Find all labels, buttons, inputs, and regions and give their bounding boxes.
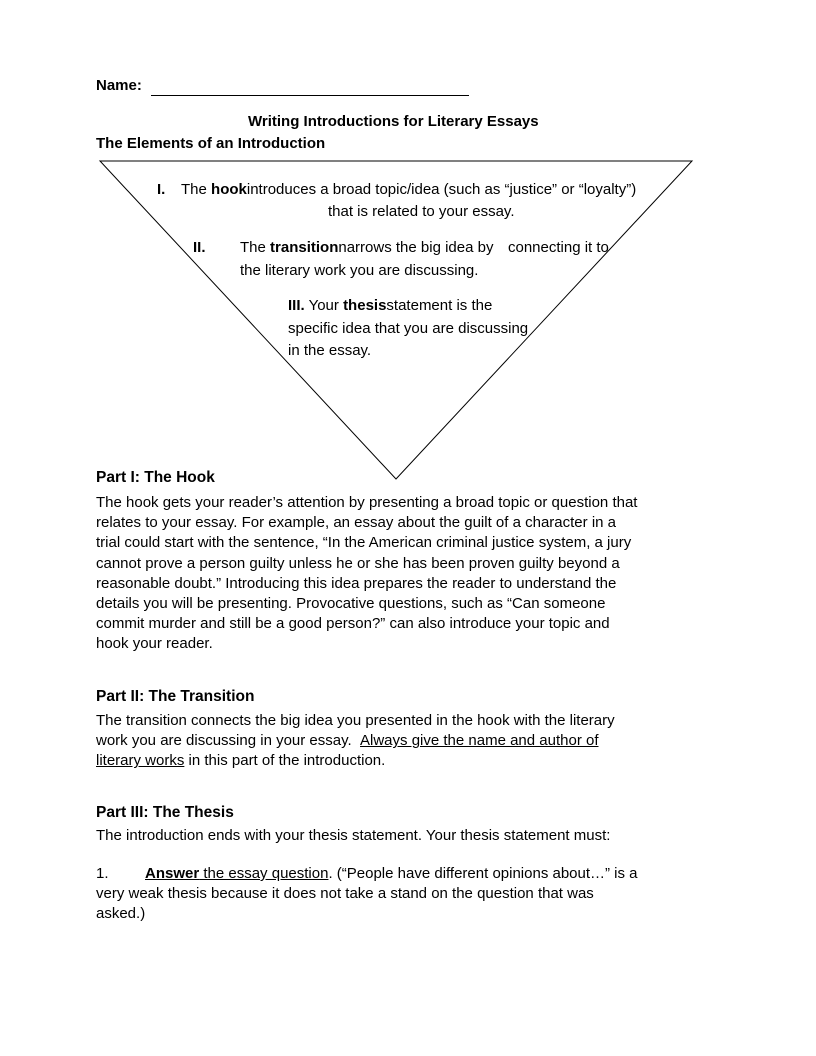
triangle-item3-line3: in the essay. <box>288 342 372 359</box>
triangle-item3-text: statement is the <box>386 297 493 314</box>
part2-line3 <box>96 751 712 771</box>
triangle-item1-numeral: I. <box>157 181 166 198</box>
part1-line: relates to your essay. For example, an essay about the guilt of a character in a <box>96 514 616 532</box>
triangle-item1-pre: The <box>181 181 207 198</box>
part2-emphasis-b: literary works <box>96 752 185 770</box>
triangle-item2-term: transition <box>270 239 339 256</box>
part1-line: cannot prove a person guilty unless he or she has been proven guilty beyond a <box>96 554 620 572</box>
triangle-item1-text: introduces a broad topic/idea (such as “justice” or “loyalty”) <box>246 181 637 198</box>
part1-line: hook your reader. <box>96 635 213 653</box>
triangle-item3-term: thesis <box>343 297 387 314</box>
part1-heading: Part I: The Hook <box>96 469 215 486</box>
part3-heading: Part III: The Thesis <box>96 804 234 821</box>
triangle-item3-line2: specific idea that you are discussing <box>288 320 529 337</box>
triangle-item3-numeral: III. <box>288 297 305 314</box>
part2-line2 <box>96 731 712 751</box>
name-label: Name: <box>96 77 142 94</box>
part2-emphasis-a: Always give the name and author of <box>360 732 599 750</box>
part1-line: details you will be presenting. Provocative questions, such as “Can someone <box>96 595 606 613</box>
part3-intro: The introduction ends with your thesis statement. Your thesis statement must: <box>96 827 611 844</box>
section-title: The Elements of an Introduction <box>96 135 326 152</box>
document-title: Writing Introductions for Literary Essays <box>248 113 539 130</box>
part3-item1-underlined: the essay question <box>199 865 329 882</box>
part2-line2-text: work you are discussing in your essay. <box>96 732 352 750</box>
triangle-item1-line2: that is related to your essay. <box>328 203 515 220</box>
part3-item1-keyword: Answer <box>145 865 200 882</box>
triangle-item2-line1 <box>240 239 493 256</box>
part1-line: trial could start with the sentence, “In the American criminal justice system, a jury <box>96 534 632 552</box>
part2-paragraph <box>96 711 712 772</box>
part3-item1-line3: asked.) <box>96 905 146 922</box>
triangle-item3-line1 <box>288 297 492 314</box>
part1-line: The hook gets your reader’s attention by presenting a broad topic or question that <box>96 494 638 511</box>
triangle-item2-line2: the literary work you are discussing. <box>240 262 479 279</box>
triangle-item2-text: narrows the big idea by <box>338 239 494 256</box>
part1-line: reasonable doubt.” Introducing this idea prepares the reader to understand the <box>96 574 617 592</box>
part2-line1: The transition connects the big idea you presented in the hook with the literary <box>96 712 615 729</box>
part3-item1-line2: very weak thesis because it does not take a stand on the question that was <box>96 885 594 902</box>
part1-paragraph <box>96 493 712 655</box>
triangle-item2-numeral: II. <box>193 239 206 256</box>
triangle-item3-pre: Your <box>308 297 339 314</box>
triangle-item1-term: hook <box>211 181 247 198</box>
part3-item1-number: 1. <box>96 865 109 882</box>
triangle-item2-pre: The <box>240 239 266 256</box>
part3-item1-line1 <box>145 865 638 882</box>
part2-heading: Part II: The Transition <box>96 688 255 705</box>
part2-line3-text: in this part of the introduction. <box>184 752 386 770</box>
part3-item1-text: . (“People have different opinions about…” is a <box>328 865 638 882</box>
triangle-item1-line1 <box>181 181 636 198</box>
part1-line: commit murder and still be a good person?” can also introduce your topic and <box>96 615 610 633</box>
triangle-item2-text-b: connecting it to <box>508 239 609 256</box>
